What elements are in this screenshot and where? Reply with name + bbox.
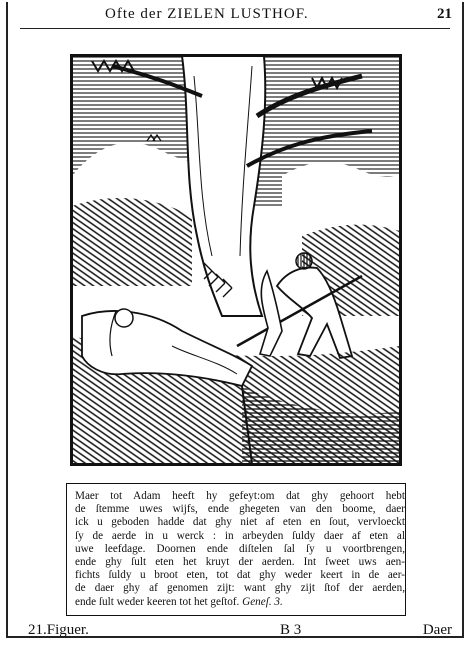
caption-text — [75, 490, 405, 609]
caption-box — [66, 483, 406, 616]
caption-line: fichts ſuldy u broot eten, tot dat ghy weder keert in de aer- — [75, 569, 405, 582]
caption-line: uwe leefdage. Doornen ende diſtelen ſal ſy u voortbrengen, — [75, 542, 405, 555]
scripture-reference: Geneſ. 3. — [242, 595, 283, 608]
caption-line: de ſtemme uwes wijfs, ende ghegeten van den boome, daer — [75, 503, 405, 516]
caption-line: ick u geboden hadde dat ghy niet af eten en ſout, vervloeckt — [75, 516, 405, 529]
caption-line: de daer ghy af genomen zijt: want ghy zijt ſtof der aerden, — [75, 582, 405, 595]
caption-line: Maer tot Adam heeft hy gefeyt:om dat ghy gehoort hebt — [75, 490, 405, 502]
page-number: 21 — [437, 6, 452, 22]
caption-last-line — [75, 596, 405, 609]
woodcut-illustration — [70, 54, 402, 466]
running-header — [0, 4, 470, 26]
figure-label: 21.Figuer. — [28, 622, 89, 638]
caption-line: ende ghy ſult eten het kruyt der aerden. Int ſweet uws aen- — [75, 556, 405, 569]
running-head: Ofte der ZIELEN LUSTHOF. — [105, 6, 309, 22]
caption-line: ſy de aerde in u werck : in arbeyden ſuldy daer af eten al — [75, 529, 405, 542]
caption-last-text: ende ſult weder keeren tot het geſtof. — [75, 595, 240, 608]
header-rule — [20, 28, 450, 29]
page-footer — [0, 620, 470, 644]
signature-mark: B 3 — [280, 622, 302, 638]
catchword: Daer — [422, 622, 452, 638]
woodcut-scene — [72, 56, 400, 464]
